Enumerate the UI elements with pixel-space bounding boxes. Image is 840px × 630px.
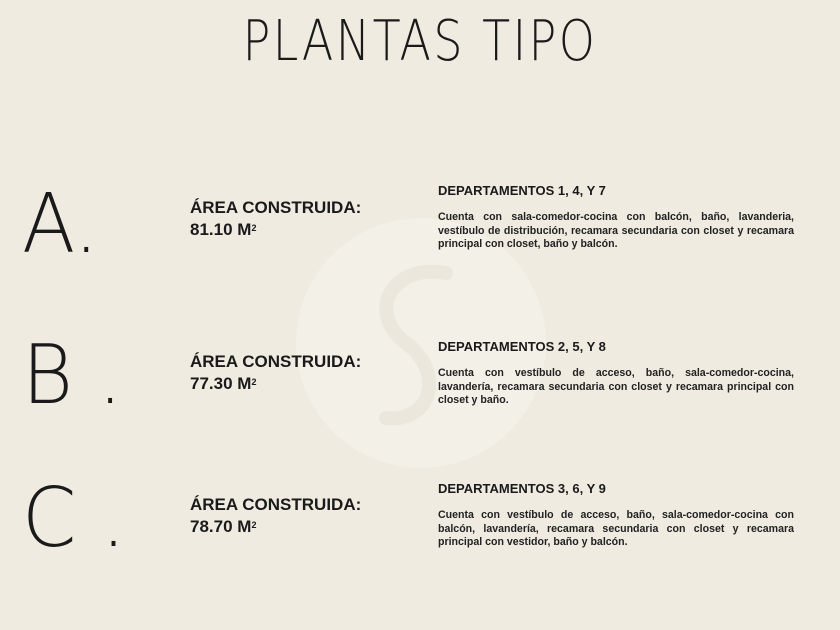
plan-letter: B .: [22, 328, 123, 423]
plan-letter: C .: [22, 471, 126, 566]
info-block: [438, 339, 794, 408]
area-label: ÁREA CONSTRUIDA:: [190, 198, 362, 217]
departments-description: Cuenta con vestíbulo de acceso, baño, sala-comedor-cocina, lavandería, recamara secundaria con closet y recamara principal con closet y baño.: [438, 367, 794, 406]
area-unit-exponent: 2: [251, 520, 257, 530]
area-label: ÁREA CONSTRUIDA:: [190, 495, 362, 514]
area-block: [190, 494, 361, 538]
area-label: ÁREA CONSTRUIDA:: [190, 352, 362, 371]
area-block: [190, 197, 361, 241]
area-block: [190, 351, 361, 395]
page-title: PLANTAS TIPO: [242, 9, 598, 74]
departments-description: Cuenta con sala-comedor-cocina con balcón, baño, lavanderia, vestíbulo de distribución, recamara secundaria con closet y recamara principal con closet, baño y balcón.: [438, 211, 794, 250]
area-unit-exponent: 2: [251, 377, 257, 387]
departments-title: DEPARTAMENTOS 2, 5, Y 8: [438, 339, 606, 354]
info-block: [438, 183, 794, 252]
area-value: 81.10 $M^2$: [190, 220, 257, 239]
departments-title: DEPARTAMENTOS 1, 4, Y 7: [438, 183, 606, 198]
area-value: 78.70 $M^2$: [190, 517, 257, 536]
plan-letter: A.: [22, 177, 99, 272]
departments-title: DEPARTAMENTOS 3, 6, Y 9: [438, 481, 606, 496]
area-value: 77.30 $M^2$: [190, 374, 257, 393]
info-block: [438, 481, 794, 550]
area-unit-exponent: 2: [251, 223, 257, 233]
departments-description: Cuenta con vestíbulo de acceso, baño, sala-comedor-cocina con balcón, lavandería, recamara secundaria con closet y recamara principal con vestidor, baño y balcón.: [438, 509, 794, 548]
